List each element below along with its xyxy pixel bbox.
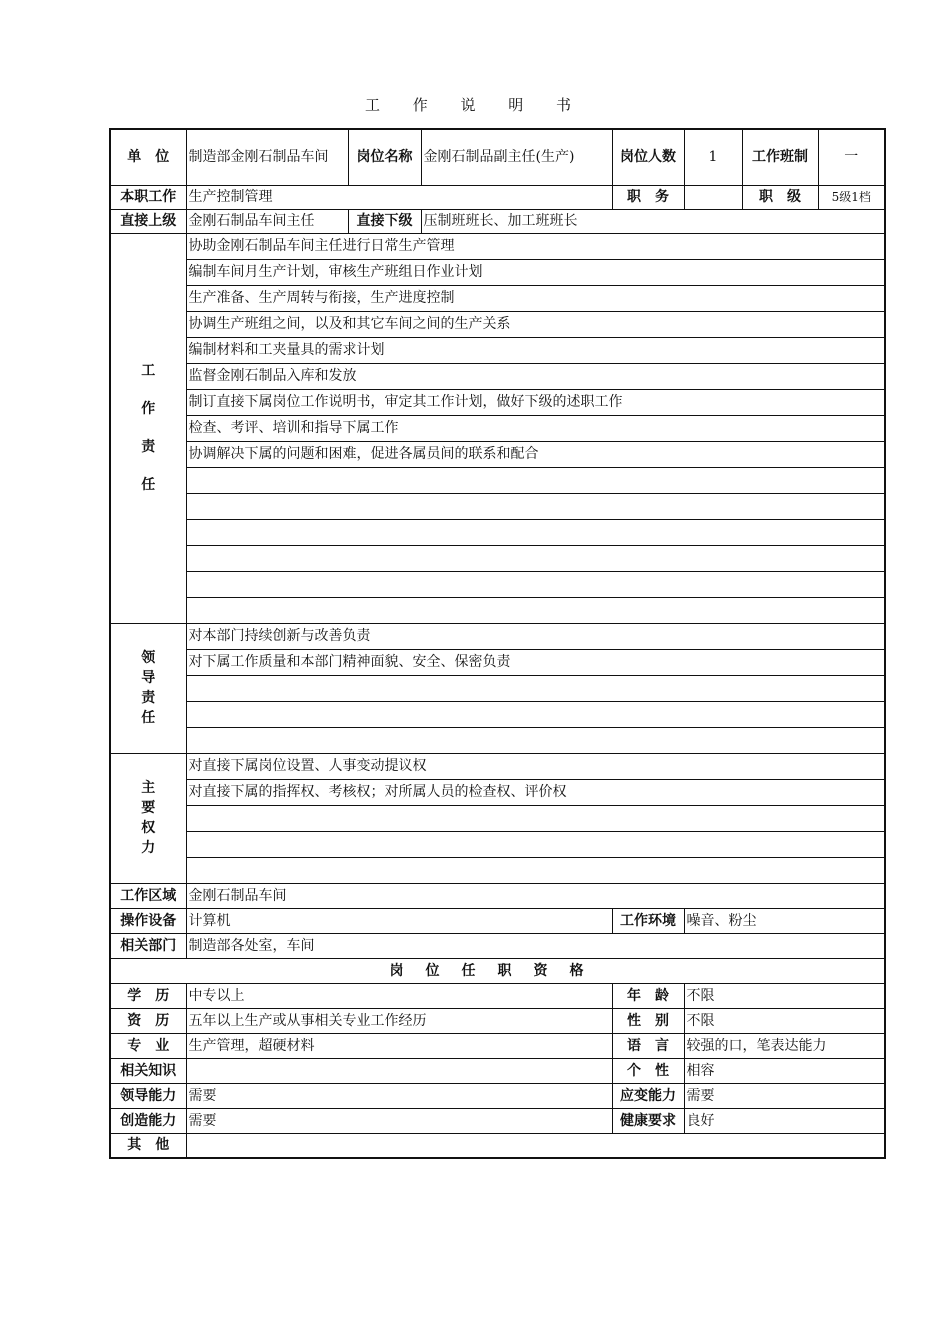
work-env-value: 噪音、粉尘 bbox=[684, 908, 885, 933]
qualifications-heading: 岗位任职资格 bbox=[110, 958, 885, 983]
power-item bbox=[186, 805, 885, 831]
power-item: 对直接下属岗位设置、人事变动提议权 bbox=[186, 753, 885, 779]
unit-label: 单 位 bbox=[110, 129, 186, 185]
post-name-value: 金刚石制品副主任(生产) bbox=[421, 129, 612, 185]
creativity-value: 需要 bbox=[186, 1108, 612, 1133]
creativity-label: 创造能力 bbox=[110, 1108, 186, 1133]
duty-item: 制订直接下属岗位工作说明书，审定其工作计划，做好下级的述职工作 bbox=[186, 389, 885, 415]
related-dept-label: 相关部门 bbox=[110, 933, 186, 958]
personality-label: 个 性 bbox=[612, 1058, 684, 1083]
duty-item: 协助金刚石制品车间主任进行日常生产管理 bbox=[186, 233, 885, 259]
duty-item bbox=[186, 597, 885, 623]
leadership-ability-value: 需要 bbox=[186, 1083, 612, 1108]
leadership-item bbox=[186, 727, 885, 753]
subordinate-label: 直接下级 bbox=[348, 209, 421, 233]
leadership-label: 领 导 责 任 bbox=[110, 623, 186, 753]
position-label: 职 务 bbox=[612, 185, 684, 209]
leadership-section bbox=[110, 623, 885, 753]
headcount-value: 1 bbox=[684, 129, 742, 185]
leadership-ability-label: 领导能力 bbox=[110, 1083, 186, 1108]
equipment-value: 计算机 bbox=[186, 908, 612, 933]
powers-section bbox=[110, 753, 885, 883]
document-title: 工 作 说 明 书 bbox=[364, 96, 586, 114]
work-area-label: 工作区域 bbox=[110, 883, 186, 908]
other-label: 其 他 bbox=[110, 1133, 186, 1158]
duties-section bbox=[110, 233, 885, 623]
language-value: 较强的口，笔表达能力 bbox=[684, 1033, 885, 1058]
grade-value: 5级1档 bbox=[818, 185, 885, 209]
duty-item: 监督金刚石制品入库和发放 bbox=[186, 363, 885, 389]
duty-item: 协调解决下属的问题和困难，促进各属员间的联系和配合 bbox=[186, 441, 885, 467]
age-label: 年 龄 bbox=[612, 983, 684, 1008]
duty-item bbox=[186, 545, 885, 571]
health-value: 良好 bbox=[684, 1108, 885, 1133]
duty-item bbox=[186, 467, 885, 493]
main-work-value: 生产控制管理 bbox=[186, 185, 612, 209]
duty-item: 生产准备、生产周转与衔接，生产进度控制 bbox=[186, 285, 885, 311]
gender-label: 性 别 bbox=[612, 1008, 684, 1033]
power-item bbox=[186, 857, 885, 883]
power-item bbox=[186, 831, 885, 857]
knowledge-label: 相关知识 bbox=[110, 1058, 186, 1083]
health-label: 健康要求 bbox=[612, 1108, 684, 1133]
leadership-item: 对本部门持续创新与改善负责 bbox=[186, 623, 885, 649]
duties-label: 工 作 责 任 bbox=[110, 233, 186, 623]
major-value: 生产管理，超硬材料 bbox=[186, 1033, 612, 1058]
grade-label: 职 级 bbox=[742, 185, 818, 209]
headcount-label: 岗位人数 bbox=[612, 129, 684, 185]
powers-label: 主 要 权 力 bbox=[110, 753, 186, 883]
duty-item bbox=[186, 571, 885, 597]
other-value bbox=[186, 1133, 885, 1158]
duty-item: 编制车间月生产计划，审核生产班组日作业计划 bbox=[186, 259, 885, 285]
leadership-item: 对下属工作质量和本部门精神面貌、安全、保密负责 bbox=[186, 649, 885, 675]
position-value bbox=[684, 185, 742, 209]
shift-label: 工作班制 bbox=[742, 129, 818, 185]
gender-value: 不限 bbox=[684, 1008, 885, 1033]
equipment-label: 操作设备 bbox=[110, 908, 186, 933]
work-env-label: 工作环境 bbox=[612, 908, 684, 933]
leadership-item bbox=[186, 701, 885, 727]
personality-value: 相容 bbox=[684, 1058, 885, 1083]
leadership-item bbox=[186, 675, 885, 701]
duty-item bbox=[186, 519, 885, 545]
major-label: 专 业 bbox=[110, 1033, 186, 1058]
duty-item bbox=[186, 493, 885, 519]
language-label: 语 言 bbox=[612, 1033, 684, 1058]
job-description-form bbox=[109, 128, 886, 1159]
education-label: 学 历 bbox=[110, 983, 186, 1008]
post-name-label: 岗位名称 bbox=[348, 129, 421, 185]
experience-value: 五年以上生产或从事相关专业工作经历 bbox=[186, 1008, 612, 1033]
subordinate-value: 压制班班长、加工班班长 bbox=[421, 209, 885, 233]
adaptability-value: 需要 bbox=[684, 1083, 885, 1108]
main-work-label: 本职工作 bbox=[110, 185, 186, 209]
duty-item: 检查、考评、培训和指导下属工作 bbox=[186, 415, 885, 441]
education-value: 中专以上 bbox=[186, 983, 612, 1008]
knowledge-value bbox=[186, 1058, 612, 1083]
work-area-value: 金刚石制品车间 bbox=[186, 883, 885, 908]
adaptability-label: 应变能力 bbox=[612, 1083, 684, 1108]
duty-item: 编制材料和工夹量具的需求计划 bbox=[186, 337, 885, 363]
power-item: 对直接下属的指挥权、考核权；对所属人员的检查权、评价权 bbox=[186, 779, 885, 805]
age-value: 不限 bbox=[684, 983, 885, 1008]
experience-label: 资 历 bbox=[110, 1008, 186, 1033]
superior-label: 直接上级 bbox=[110, 209, 186, 233]
unit-value: 制造部金刚石制品车间 bbox=[186, 129, 348, 185]
superior-value: 金刚石制品车间主任 bbox=[186, 209, 348, 233]
related-dept-value: 制造部各处室，车间 bbox=[186, 933, 885, 958]
shift-value: 一 bbox=[818, 129, 885, 185]
duty-item: 协调生产班组之间，以及和其它车间之间的生产关系 bbox=[186, 311, 885, 337]
